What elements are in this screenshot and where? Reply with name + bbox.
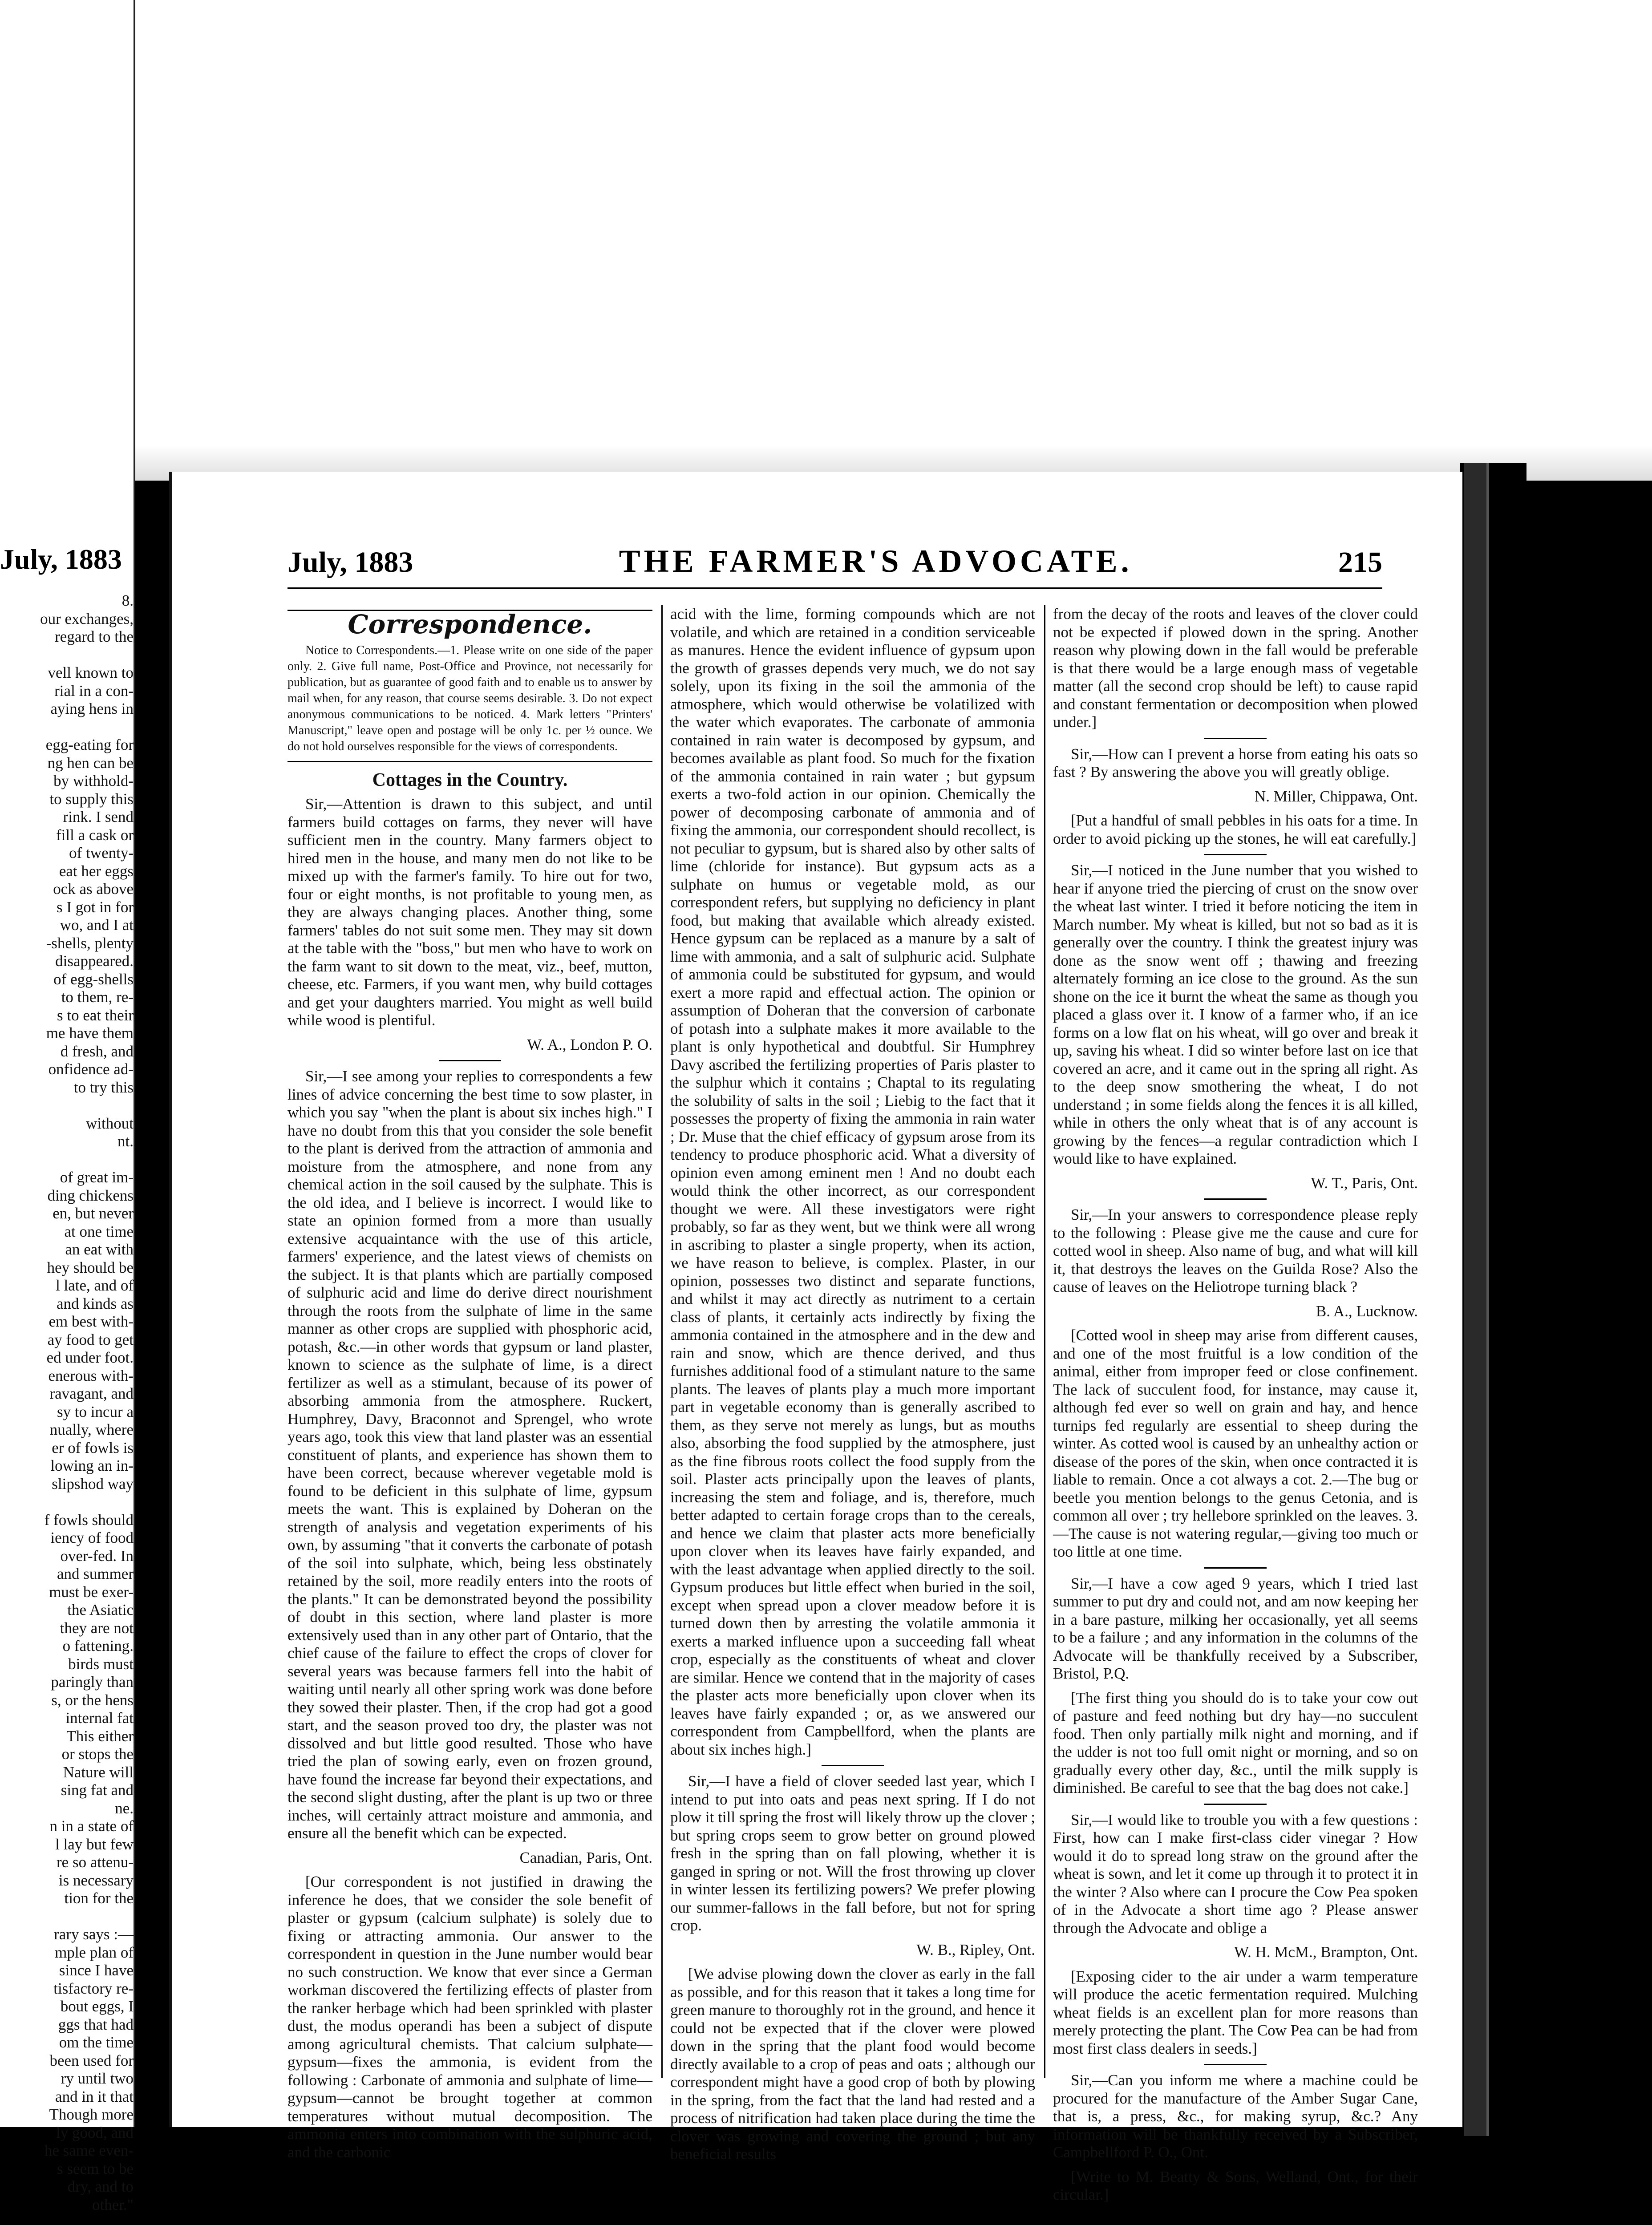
left-page-fragment <box>0 0 135 2213</box>
editor-reply: [We advise plowing down the clover as early in the fall as possible, and for this reason that it takes a long time for green manure to thoroughly rot in the ground, and hence it could not be expected that if the clover were plowed down in the spring that the plant food would become directly available to a crop of peas and oats ; although our correspondent might have a good crop of both by plowing in the spring, from the fact that the land had rested and a process of nitrification had taken place during the time the clover was growing and covering the ground ; but any beneficial results <box>670 1965 1035 2163</box>
separator <box>1204 738 1267 739</box>
running-head <box>287 543 1382 589</box>
column-1 <box>287 605 652 2168</box>
separator <box>1204 854 1267 855</box>
column-2 <box>670 605 1035 2170</box>
left-page-header: July, 1883 <box>0 543 122 575</box>
editor-reply-continued: from the decay of the roots and leaves of the clover could not be expected if plowed down in the spring. Another reason why plowing down in the fall would be preferable is that there would be a large enough mass of vegetable matter (all the second crop should be left) to cause rapid and constant fermentation or decomposition when plowed under.] <box>1053 605 1418 731</box>
notice-to-correspondents: Notice to Correspondents.—1. Please write on one side of the paper only. 2. Give full name, Post-Office and Province, not necessarily for publication, but as guarantee of good faith and to enable us to answer by mail when, for any reason, that course seems desirable. 3. Do not expect anonymous communications to be noticed. 4. Mark letters "Printers' Manuscript," leave open and postage will be only 1c. per ½ ounce. We do not hold ourselves responsible for the views of correspondents. <box>287 643 652 753</box>
header-date: July, 1883 <box>287 546 413 578</box>
left-page-text: 8. our exchanges, regard to the vell known to rial in a con- aying hens in egg-eating for ng hen can be by withhold- to supply this rink. I send fill a cask or of twenty- eat her eggs ock as above s I got in for wo, and I at -shells, plenty disappeared. of egg-shells to them, re- s to eat their me have them d fresh, and onfidence ad- to try this without nt. of great im- ding chickens en, but never at one time an eat with hey should be l late, and of and kinds as em best with- ay food to get ed under foot. enerous with- ravagant, and sy to incur a nually, where er of fowls is lowing an in- slipshod way f fowls should iency of food over-fed. In and summer must be exer- the Asiatic they are not o fattening. birds must paringly than s, or the hens internal fat This either or stops the Nature will sing fat and ne. n in a state of l lay but few re so attenu- is necessary tion for the rary says :— mple plan of since I have tisfactory re- bout eggs, I ggs that had om the time been used for ry until two and in it that Though more ly good, and he same even- s seem to be dry, and to other." <box>40 592 134 2213</box>
editor-reply-continued: acid with the lime, forming compounds which are not volatile, and which are retained in a condition serviceable as manures. Hence the evident influence of gypsum upon the growth of grasses depends very much, we do not say solely, upon its fixing in the soil the ammonia of the atmosphere, which would otherwise be volatilized with the water which evaporates. The carbonate of ammonia contained in rain water is decomposed by gypsum, and becomes available as plant food. So much for the fixation of the ammonia contained in rain water ; but gypsum exerts a two-fold action in our opinion. Chemically the power of decomposing carbonate of ammonia and of fixing the ammonia, our correspondent should recollect, is not peculiar to gypsum, but is shared also by other salts of lime (chloride for instance). But gypsum acts as a sulphate on humus or vegetable mold, as our correspondent refers, but supplying no deficiency in plant food, but making that available which already existed. Hence gypsum can be replaced as a manure by a salt of lime with ammonia, and a salt of sulphuric acid. Sulphate of ammonia could be substituted for gypsum, and would exert a more rapid and effectual action. The opinion or assumption of Doheran that the conversion of carbonate of potash into a sulphate makes it more available to the plant is only hypothetical and doubtful. Sir Humphrey Davy ascribed the fertilizing properties of Paris plaster to the sulphur which it contains ; Chaptal to its regulating the solubility of salts in the soil ; Liebig to the fact that it possesses the property of fixing the ammonia in rain water ; Dr. Muse that the chief efficacy of gypsum arose from its tendency to produce phosphoric acid. What a diversity of opinion even among eminent men ! And no doubt each would think the other incorrect, as our correspondent thought we were. All these investigators were right probably, so far as they went, but we think were all wrong in ascribing to plaster a single property, when its action, we have reason to believe, is complex. Plaster, in our opinion, possesses two distinct and separate functions, and whilst it may act directly as nutriment to a certain class of plants, it certainly acts indirectly by fixing the ammonia contained in the atmosphere and in the dew and rain and snow, which are thence derived, and thus furnishes additional food of a stimulant nature to the same plants. The leaves of plants play a much more important part in vegetable economy than is generally ascribed to them, as they serve not merely as lungs, but as mouths also, absorbing the food supplied by the atmosphere, just as the fine fibrous roots collect the food supply from the soil. Plaster acts principally upon the leaves of plants, increasing the stem and foliage, and is, therefore, much better adapted to certain forage crops than to the cereals, and hence we claim that plaster acts more beneficially upon clover when its leaves have fairly expanded, and with the least advantage when applied directly to the soil. Gypsum produces but little effect when buried in the soil, except when spread upon a clover meadow before it is turned down then by arresting the volatile ammonia it exerts a marked influence upon a succeeding fall wheat crop, especially as the constituents of wheat and clover are similar. Hence we contend that in the majority of cases the plaster acts more beneficially upon clover when its leaves have fairly expanded ; or, as we answered our correspondent from Campbellford, when the plants are about six inches high.] <box>670 605 1035 1758</box>
separator <box>822 1765 884 1766</box>
editor-reply: [Write to M. Beatty & Sons, Welland, Ont., for their circular.] <box>1053 2168 1418 2203</box>
letter-paragraph: Sir,—I have a cow aged 9 years, which I tried last summer to put dry and could not, and am now keeping her in a bare pasture, milking her occasionally, yet all seems to be a failure ; and any information in the columns of the Advocate will be thankfully received by a Subscriber, Bristol, P.Q. <box>1053 1574 1418 1682</box>
editor-reply: [Cotted wool in sheep may arise from different causes, and one of the most fruitful is a low condition of the animal, either from improper feed or close confinement. The lack of succulent food, for instance, may cause it, although fed ever so well on grain and hay, and hence turnips fed regularly are essential to sheep during the winter. As cotted wool is caused by an unhealthy action or disease of the pores of the skin, when once contracted it is liable to remain. Once a cot always a cot. 2.—The bug or beetle you mention belongs to the genus Cetonia, and is common all over ; try hellebore sprinkled on the leaves. 3.—The cause is not watering regular,—giving too much or too little at one time. <box>1053 1327 1418 1560</box>
book-binding <box>1464 463 1489 2136</box>
section-rule <box>287 761 652 762</box>
column-rule <box>661 605 663 2078</box>
letter-paragraph: Sir,—Can you inform me where a machine could be procured for the manufacture of the Amber Sugar Cane, that is, a press, &c., for making syrup, &c.? Any information will be thankfully received by a Subscriber, Campbellford P. O., Ont. <box>1053 2071 1418 2161</box>
letter-signature: N. Miller, Chippawa, Ont. <box>1254 787 1418 805</box>
letter-signature: Canadian, Paris, Ont. <box>519 1849 652 1866</box>
editor-reply: [The first thing you should do is to take your cow out of pasture and feed nothing but dry hay—no succulent food. Then only partially milk night and morning, and if the udder is not too full omit night or morning, and so on gradually every other day, &c., until the milk supply is diminished. Be careful to see that the bag does not cake.] <box>1053 1689 1418 1796</box>
letter-paragraph: Sir,—I noticed in the June number that you wished to hear if anyone tried the piercing of crust on the snow over the wheat last winter. I tried it before noticing the item in March number. My wheat is killed, but not so bad as it is generally over the country. I think the greatest injury was done as the snow went off ; thawing and freezing alternately forming an ice close to the ground. As the sun shone on the ice it burnt the wheat the same as though you placed a glass over it. I know of a farmer who, if an ice forms on a low flat on his wheat, will go over and break it up, saving his wheat. I did so winter before last on ice that covered an acre, and it came out in the spring all right. As to the deep snow smothering the wheat, I do not understand ; in some fields along the fences it is all killed, while in others the only wheat that is of any account is growing by the fences—a regular contradiction which I would like to have explained. <box>1053 862 1418 1167</box>
page-number: 215 <box>1338 546 1382 578</box>
main-page <box>169 472 1462 2203</box>
editor-reply: [Put a handful of small pebbles in his oats for a time. In order to avoid picking up the stones, he will eat carefully.] <box>1053 812 1418 847</box>
top-page-background <box>135 0 1652 481</box>
letter-signature: B. A., Lucknow. <box>1316 1302 1418 1320</box>
editor-reply: [Our correspondent is not justified in drawing the inference he does, that we consider the sole benefit of plaster or gypsum (calcium sulphate) is solely due to fixing or attracting ammonia. Our answer to the correspondent in question in the June number would bear no such construction. We know that ever since a German workman discovered the fertilizing effects of plaster from the ranker herbage which had been sprinkled with plaster dust, the modus operandi has been a subject of dispute among agricultural chemists. That calcium sulphate—gypsum—fixes the ammonia, is evident from the following : Carbonate of ammonia and sulphate of lime—gypsum—cannot be brought together at common temperatures without mutual decomposition. The ammonia enters into combination with the sulphuric acid, and the carbonic <box>287 1873 652 2161</box>
column-rule <box>1044 605 1045 2078</box>
separator <box>1204 1198 1267 1200</box>
newspaper-title: THE FARMER'S ADVOCATE. <box>619 543 1133 579</box>
letter-paragraph: Sir,—I see among your replies to correspondents a few lines of advice concerning the best time to sow plaster, in which you say "when the plant is about six inches high." I have no doubt from this that you consider the sole benefit to the plant is derived from the attraction of ammonia and moisture from the atmosphere, and none from any chemical action in the soil caused by the sulphate. This is the old idea, and I believe is incorrect. I would like to state an opinion formed from a more than usually extensive acquaintance with the use of this article, farmers' experience, and the latest views of chemists on the subject. It is that plants which are partially composed of sulphuric acid and lime do derive direct nourishment through the roots from the sulphate of lime in the same manner as other crops are supplied with phosphoric acid, potash, &c.—in other words that gypsum or land plaster, known to science as the sulphate of lime, is a direct fertilizer as well as a stimulant, because of its power of absorbing ammonia from the atmosphere. Ruckert, Humphrey, Davy, Braconnot and Sprengel, who wrote years ago, took this view that land plaster was an essential constituent of plants, and experience has shown them to have been correct, because wherever vegetable mold is found to be deficient in this sulphate of lime, gypsum meets the want. This is explained by Doheran on the strength of analysis and vegetation experiments of his own, by assuming "that it converts the carbonate of potash of the soil into sulphate, which, being less obstinately retained by the soil, more readily enters into the roots of the plants." It can be demonstrated beyond the possibility of doubt in this section, where land plaster is more extensively used than in any other part of Ontario, that the chief cause of the failure to effect the crops of clover for several years was because farmers fell into the habit of waiting until nearly all other spring work was done before they sowed their plaster. Then, if the crop had got a good start, and the season proved too dry, the plaster was not dissolved and but little good resulted. Those who have tried the plan of sowing early, even on frozen ground, have found the increase far beyond their expectations, and the second slight dusting, after the plant is up two or three inches, will certainly attract moisture and ammonia, and ensure all the benefit which can be expected. <box>287 1068 652 1842</box>
letter-signature: W. T., Paris, Ont. <box>1311 1174 1418 1192</box>
letter-signature: W. B., Ripley, Ont. <box>916 1941 1035 1958</box>
letter-paragraph: Sir,—How can I prevent a horse from eating his oats so fast ? By answering the above you will greatly oblige. <box>1053 745 1418 781</box>
article-heading: Cottages in the Country. <box>372 769 568 790</box>
right-binding-strip <box>1460 463 1526 2136</box>
editor-reply: [Exposing cider to the air under a warm temperature will produce the acetic fermentation required. Mulching wheat fields is an excellent plan for more reasons than merely protecting the plant. The Cow Pea can be had from most first class dealers in seeds.] <box>1053 1967 1418 2057</box>
separator <box>439 1060 501 1061</box>
separator <box>1204 1804 1267 1805</box>
letter-signature: W. H. McM., Brampton, Ont. <box>1234 1943 1418 1961</box>
section-title: Correspondence. <box>348 609 592 639</box>
letter-paragraph: Sir,—Attention is drawn to this subject, and until farmers build cottages on farms, they never will have sufficient men in the country. Many farmers object to hired men in the house, and many men do not like to be mixed up with the farmer's family. To hire out for two, four or eight months, is not profitable to young men, as they are always changing places. Another thing, some farmers' tables do not suit some men. They may sit down at the table with the "boss," but men who have to work on the farm want to sit down to the meat, viz., beef, mutton, cheese, etc. Farmers, if you want men, why build cottages and get your daughters married. You might as well build while wood is plentiful. <box>287 795 652 1029</box>
separator <box>1204 1567 1267 1569</box>
letter-signature: W. A., London P. O. <box>527 1036 652 1053</box>
column-3 <box>1053 605 1418 2210</box>
separator <box>1204 2064 1267 2065</box>
letter-paragraph: Sir,—I would like to trouble you with a few questions : First, how can I make first-class cider vinegar ? How would it do to spread long straw on the ground after the wheat is sown, and let it come up through it to protect it in the winter ? Also where can I procure the Cow Pea spoken of in the Advocate a short time ago ? Please answer through the Advocate and oblige a <box>1053 1811 1418 1937</box>
letter-paragraph: Sir,—In your answers to correspondence please reply to the following : Please give me the cause and cure for cotted wool in sheep. Also name of bug, and what will kill it, that destroys the leaves on the Guilda Rose? Also the cause of leaves on the Heliotrope turning black ? <box>1053 1206 1418 1295</box>
letter-paragraph: Sir,—I have a field of clover seeded last year, which I intend to put into oats and peas next spring. If I do not plow it till spring the frost will likely throw up the clover ; but spring crops seem to grow better on ground plowed fresh in the spring than on fall plowing, whether it is ganged in spring or not. Will the frost throwing up clover in winter lessen its fertilizing powers? We prefer plowing our summer-fallows in the fall before, but not for spring crop. <box>670 1772 1035 1934</box>
